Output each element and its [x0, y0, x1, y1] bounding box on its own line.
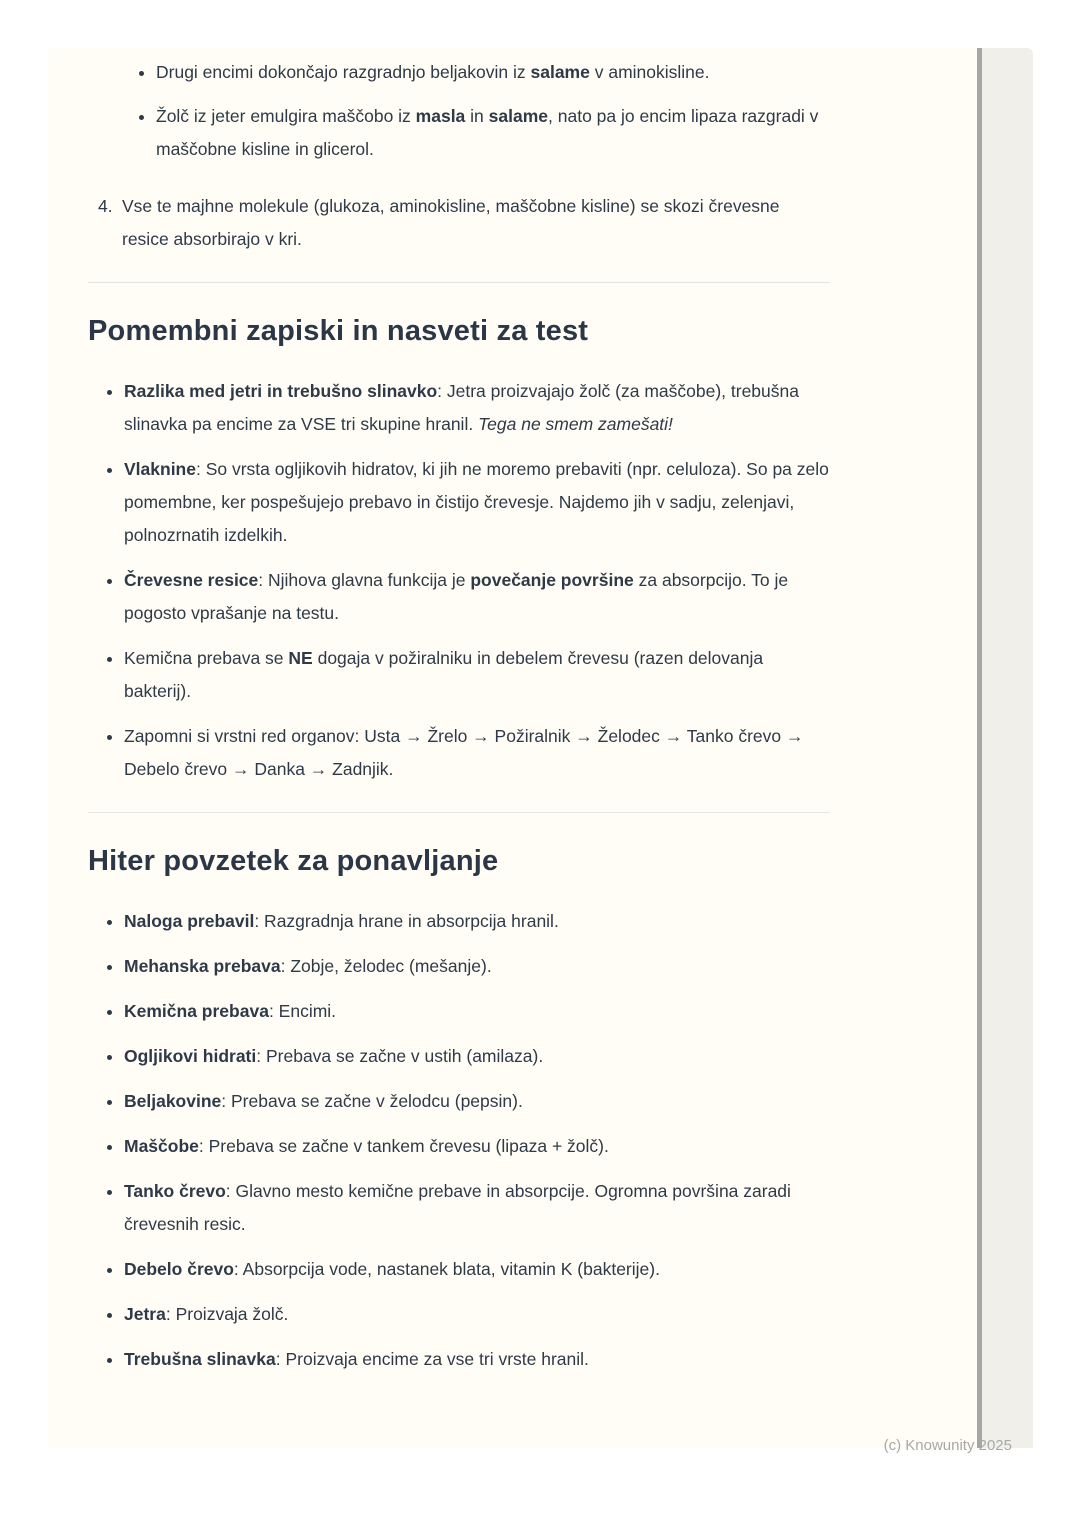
document-page	[48, 48, 1033, 1448]
list-item: • Maščobe: Prebava se začne v tankem črevesu (lipaza + žolč).	[124, 1130, 830, 1163]
list-item: • Jetra: Proizvaja žolč.	[124, 1298, 830, 1331]
section-heading-notes: Pomembni zapiski in nasveti za test	[88, 315, 589, 347]
sub-bullet-list	[88, 56, 830, 166]
list-item: • Drugi encimi dokončajo razgradnjo beljakovin iz salame v aminokisline.	[156, 56, 830, 89]
divider	[88, 812, 830, 813]
list-number: 4.	[98, 196, 113, 216]
summary-bullet-list	[88, 905, 830, 1376]
list-item: • Tanko črevo: Glavno mesto kemične prebave in absorpcije. Ogromna površina zaradi črevesnih resic.	[124, 1175, 830, 1241]
divider	[88, 282, 830, 283]
numbered-item	[88, 190, 830, 256]
list-item: • Kemična prebava se NE dogaja v požiralniku in debelem črevesu (razen delovanja bakterij).	[124, 642, 830, 708]
list-item: • Debelo črevo: Absorpcija vode, nastanek blata, vitamin K (bakterije).	[124, 1253, 830, 1286]
list-item: • Naloga prebavil: Razgradnja hrane in absorpcija hranil.	[124, 905, 830, 938]
list-item: • Žolč iz jeter emulgira maščobo iz masla in salame, nato pa jo encim lipaza razgradi v maščobne kisline in glicerol.	[156, 100, 830, 166]
copyright-footer: (c) Knowunity 2025	[883, 1437, 1012, 1454]
document-content	[88, 56, 830, 1388]
notes-bullet-list	[88, 375, 830, 786]
list-item-text: Vse te majhne molekule (glukoza, aminokisline, maščobne kisline) se skozi črevesne resice absorbirajo v kri.	[122, 196, 780, 249]
list-item: • Mehanska prebava: Zobje, želodec (mešanje).	[124, 950, 830, 983]
list-item: • Črevesne resice: Njihova glavna funkcija je povečanje površine za absorpcijo. To je pogosto vprašanje na testu.	[124, 564, 830, 630]
list-item: • Vlaknine: So vrsta ogljikovih hidratov, ki jih ne moremo prebaviti (npr. celuloza). So pa zelo pomembne, ker pospešujejo prebavo in čistijo črevesje. Najdemo jih v sadju, zelenjavi, polnozrnatih izdelkih.	[124, 453, 830, 552]
section-heading-summary: Hiter povzetek za ponavljanje	[88, 845, 499, 877]
list-item: • Zapomni si vrstni red organov: Usta → Žrelo → Požiralnik → Želodec → Tanko črevo → Debelo črevo → Danka → Zadnjik.	[124, 720, 830, 786]
list-item: • Kemična prebava: Encimi.	[124, 995, 830, 1028]
list-item: • Razlika med jetri in trebušno slinavko: Jetra proizvajajo žolč (za maščobe), trebušna slinavka pa encime za VSE tri skupine hranil. Tega ne smem zamešati!	[124, 375, 830, 441]
scrollbar-track[interactable]	[982, 48, 1033, 1448]
list-item: • Beljakovine: Prebava se začne v želodcu (pepsin).	[124, 1085, 830, 1118]
scrollbar-thumb[interactable]	[977, 48, 982, 1448]
list-item: • Trebušna slinavka: Proizvaja encime za vse tri vrste hranil.	[124, 1343, 830, 1376]
list-item: • Ogljikovi hidrati: Prebava se začne v ustih (amilaza).	[124, 1040, 830, 1073]
